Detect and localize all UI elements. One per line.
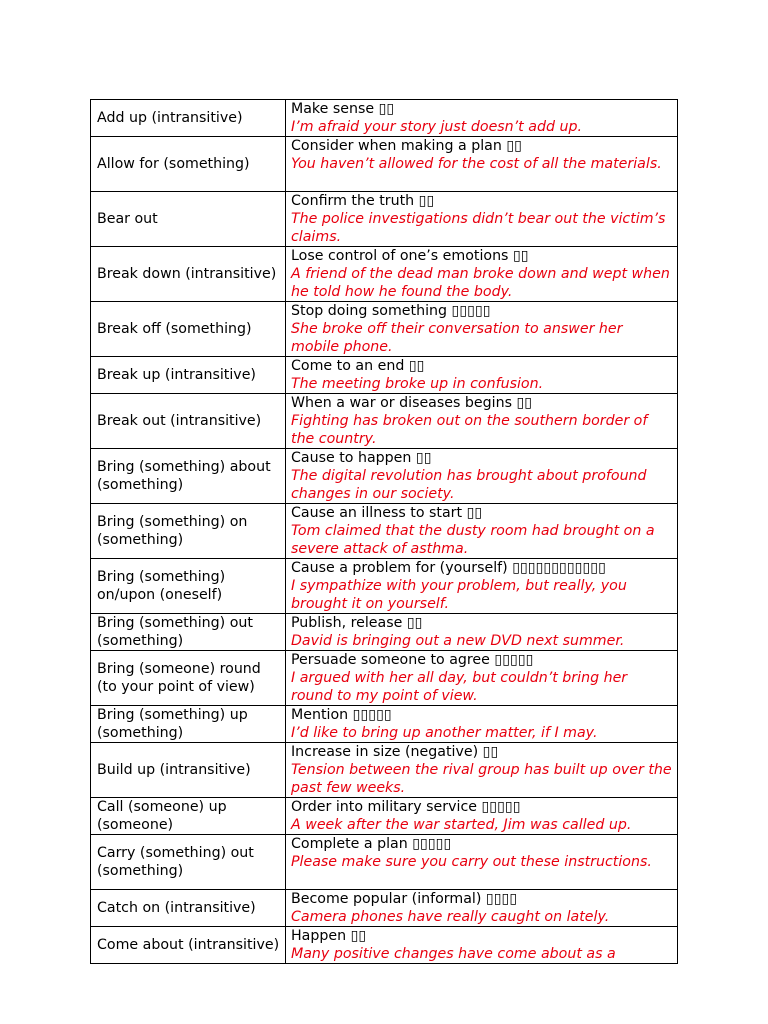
definition-cell [286, 137, 678, 192]
example-sentence: I sympathize with your problem, but really, you brought it on yourself. [291, 578, 627, 612]
phrasal-verb-cell: Bring (something) out (something) [91, 614, 286, 651]
example-sentence: I argued with her all day, but couldn’t bring her round to my point of view. [291, 670, 628, 704]
meaning-text: Order into military service ▯▯▯▯▯ [291, 799, 521, 815]
table-body [91, 100, 678, 964]
table-row [91, 247, 678, 302]
meaning-text: Cause a problem for (yourself) ▯▯▯▯▯▯▯▯▯▯▯▯ [291, 560, 606, 576]
meaning-text: Make sense ▯▯ [291, 101, 395, 117]
table-row [91, 890, 678, 927]
example-sentence: The police investigations didn’t bear out the victim’s claims. [291, 211, 666, 245]
table-row [91, 302, 678, 357]
meaning-text: Come to an end ▯▯ [291, 358, 425, 374]
table-row [91, 614, 678, 651]
example-sentence: David is bringing out a new DVD next summer. [291, 633, 625, 649]
meaning-text: When a war or diseases begins ▯▯ [291, 395, 533, 411]
phrasal-verbs-table [90, 99, 678, 964]
table-row [91, 394, 678, 449]
example-sentence: Tom claimed that the dusty room had brought on a severe attack of asthma. [291, 523, 655, 557]
definition-cell [286, 559, 678, 614]
table-row [91, 798, 678, 835]
definition-cell [286, 890, 678, 927]
definition-cell [286, 449, 678, 504]
meaning-text: Lose control of one’s emotions ▯▯ [291, 248, 529, 264]
table-row [91, 192, 678, 247]
definition-cell [286, 100, 678, 137]
definition-cell [286, 357, 678, 394]
table-row [91, 927, 678, 964]
table-row [91, 357, 678, 394]
meaning-text: Cause an illness to start ▯▯ [291, 505, 483, 521]
example-sentence: I’m afraid your story just doesn’t add up. [291, 119, 582, 135]
phrasal-verb-cell: Allow for (something) [91, 137, 286, 192]
phrasal-verb-cell: Break down (intransitive) [91, 247, 286, 302]
meaning-text: Mention ▯▯▯▯▯ [291, 707, 392, 723]
meaning-text: Become popular (informal) ▯▯▯▯ [291, 891, 518, 907]
definition-cell [286, 504, 678, 559]
definition-cell [286, 706, 678, 743]
table-row [91, 651, 678, 706]
definition-cell [286, 302, 678, 357]
meaning-text: Happen ▯▯ [291, 928, 367, 944]
phrasal-verb-cell: Bear out [91, 192, 286, 247]
meaning-text: Stop doing something ▯▯▯▯▯ [291, 303, 491, 319]
meaning-text: Increase in size (negative) ▯▯ [291, 744, 499, 760]
table-row [91, 137, 678, 192]
definition-cell [286, 614, 678, 651]
phrasal-verb-cell: Come about (intransitive) [91, 927, 286, 964]
table-row [91, 835, 678, 890]
phrasal-verb-cell: Bring (something) on (something) [91, 504, 286, 559]
example-sentence: The digital revolution has brought about profound changes in our society. [291, 468, 647, 502]
example-sentence: You haven’t allowed for the cost of all the materials. [291, 156, 662, 172]
definition-cell [286, 394, 678, 449]
table-row [91, 743, 678, 798]
example-sentence: Fighting has broken out on the southern border of the country. [291, 413, 648, 447]
phrasal-verb-cell: Break up (intransitive) [91, 357, 286, 394]
example-sentence: Many positive changes have come about as a [291, 946, 616, 962]
table-row [91, 449, 678, 504]
example-sentence: Please make sure you carry out these instructions. [291, 854, 652, 870]
meaning-text: Consider when making a plan ▯▯ [291, 138, 522, 154]
definition-cell [286, 798, 678, 835]
example-sentence: The meeting broke up in confusion. [291, 376, 544, 392]
table-row [91, 559, 678, 614]
definition-cell [286, 192, 678, 247]
definition-cell [286, 835, 678, 890]
table-row [91, 100, 678, 137]
meaning-text: Publish, release ▯▯ [291, 615, 423, 631]
phrasal-verb-cell: Bring (someone) round (to your point of view) [91, 651, 286, 706]
example-sentence: She broke off their conversation to answer her mobile phone. [291, 321, 623, 355]
definition-cell [286, 651, 678, 706]
phrasal-verb-cell: Break off (something) [91, 302, 286, 357]
meaning-text: Complete a plan ▯▯▯▯▯ [291, 836, 452, 852]
example-sentence: A friend of the dead man broke down and wept when he told how he found the body. [291, 266, 670, 300]
phrasal-verb-cell: Bring (something) up (something) [91, 706, 286, 743]
definition-cell [286, 927, 678, 964]
example-sentence: Camera phones have really caught on lately. [291, 909, 610, 925]
meaning-text: Cause to happen ▯▯ [291, 450, 432, 466]
phrasal-verb-cell: Bring (something) about (something) [91, 449, 286, 504]
example-sentence: A week after the war started, Jim was called up. [291, 817, 632, 833]
phrasal-verb-cell: Call (someone) up (someone) [91, 798, 286, 835]
definition-cell [286, 743, 678, 798]
phrasal-verb-cell: Build up (intransitive) [91, 743, 286, 798]
phrasal-verb-cell: Catch on (intransitive) [91, 890, 286, 927]
table-row [91, 706, 678, 743]
meaning-text: Confirm the truth ▯▯ [291, 193, 435, 209]
phrasal-verb-cell: Carry (something) out (something) [91, 835, 286, 890]
example-sentence: I’d like to bring up another matter, if I may. [291, 725, 598, 741]
meaning-text: Persuade someone to agree ▯▯▯▯▯ [291, 652, 534, 668]
table-row [91, 504, 678, 559]
definition-cell [286, 247, 678, 302]
phrasal-verb-cell: Break out (intransitive) [91, 394, 286, 449]
phrasal-verb-cell: Add up (intransitive) [91, 100, 286, 137]
phrasal-verb-cell: Bring (something) on/upon (oneself) [91, 559, 286, 614]
example-sentence: Tension between the rival group has built up over the past few weeks. [291, 762, 672, 796]
